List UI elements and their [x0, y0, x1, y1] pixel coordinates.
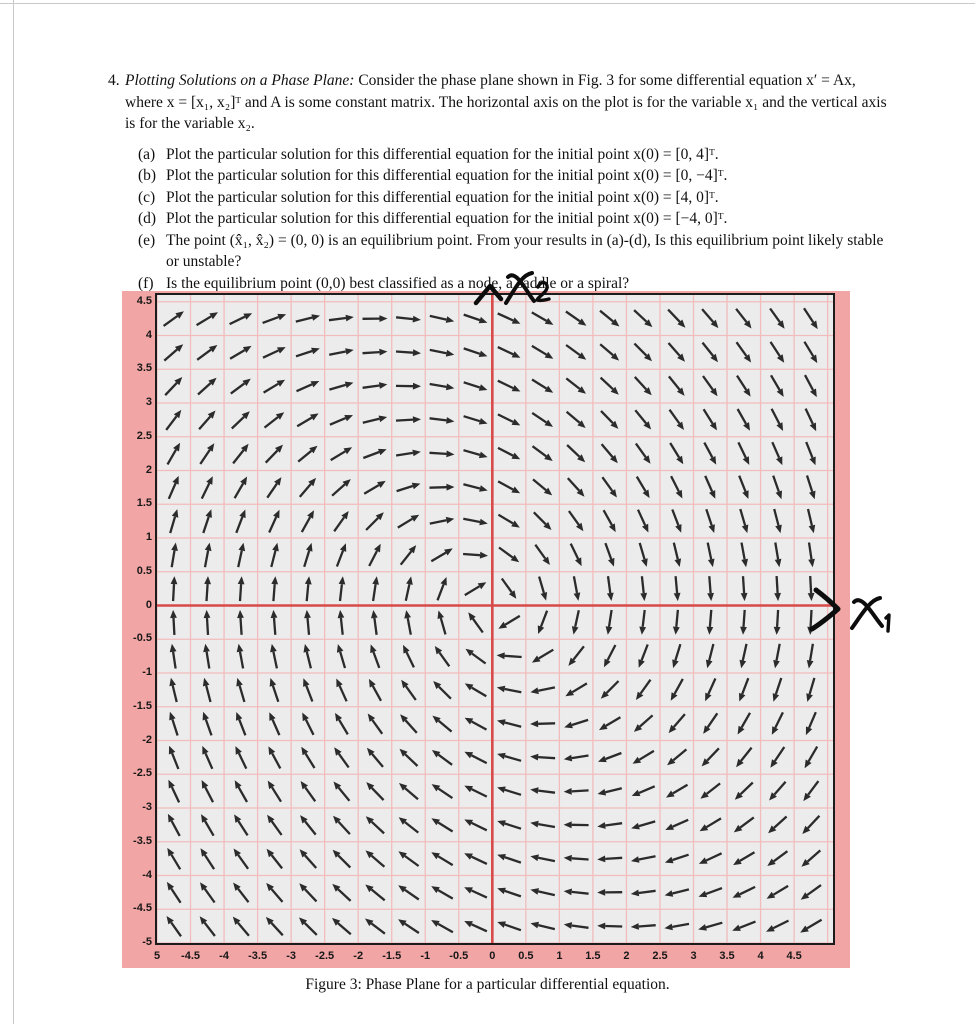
handwritten-subscript-2 [537, 283, 549, 301]
problem-item-b [138, 165, 894, 187]
y-tick-label: 3.5 [136, 362, 152, 375]
handwritten-x2-axis-annotation [468, 261, 568, 313]
problem-item-c [138, 187, 894, 209]
y-tick-label: -4.5 [133, 902, 152, 915]
problem-item-a [138, 144, 894, 166]
x-tick-label: -2 [353, 950, 364, 962]
x-tick-label: -2.5 [315, 950, 335, 962]
item-label: (a) [138, 145, 156, 163]
y-tick-label: -0.5 [133, 632, 152, 645]
y-tick-label: -2.5 [133, 767, 152, 780]
item-label: (b) [138, 167, 157, 184]
page-edge-line-left [13, 0, 14, 1024]
x-tick-label: 0 [489, 950, 496, 962]
x-tick-label: -4.5 [181, 950, 201, 962]
y-tick-label: -1.5 [133, 699, 152, 712]
problem-intro-text: Consider the phase plane shown in Fig. 3 for some differential equation x′ = Ax, where x = [x₁, x₂]ᵀ and A is some constant matrix. The horizontal axis on the plot is for the variable x₁ and the vertical axis is for the variable x₂. [125, 72, 887, 132]
y-tick-label: 0 [145, 598, 152, 611]
x-tick-label: -4 [219, 950, 229, 962]
figure-caption: Figure 3: Phase Plane for a particular differential equation. [305, 976, 670, 993]
item-label: (f) [138, 274, 154, 292]
page-edge-line-top [0, 3, 975, 4]
phase-plane-plot [155, 293, 835, 945]
problem-number: 4. [108, 72, 120, 89]
problem-title: Plotting Solutions on a Phase Plane: [125, 72, 355, 89]
x-tick-label: -0.5 [449, 950, 469, 962]
up-arrowhead-icon [476, 286, 501, 303]
handwritten-x1-axis-annotation [800, 578, 912, 642]
y-tick-label: -3.5 [133, 834, 152, 847]
x-tick-label: -3 [286, 950, 297, 962]
y-tick-label: -4 [142, 868, 152, 881]
x-tick-label: 2.5 [652, 950, 668, 962]
item-text: Plot the particular solution for this differential equation for the initial point x(0) = [−4, 0]ᵀ. [166, 210, 728, 227]
handwritten-subscript-1 [886, 615, 889, 631]
item-label: (e) [138, 231, 156, 249]
item-label: (c) [138, 188, 156, 206]
x-tick-label: 2 [623, 950, 630, 962]
x-tick-label: 0.5 [518, 950, 534, 962]
x-tick-label: 4 [757, 950, 764, 962]
y-tick-label: 3 [145, 396, 152, 408]
y-tick-label: 2.5 [136, 429, 152, 442]
y-tick-label: 1 [145, 531, 152, 543]
right-arrowhead-icon [812, 590, 838, 629]
y-tick-label: 0.5 [136, 564, 152, 577]
item-text: Plot the particular solution for this differential equation for the initial point x(0) = [4, 0]ᵀ. [166, 188, 719, 206]
problem-item-d [138, 208, 894, 230]
x-tick-label: 4.5 [786, 950, 802, 962]
y-tick-label: -3 [142, 801, 152, 813]
x-tick-label: -1.5 [382, 950, 402, 962]
x-tick-label: 5 [153, 950, 161, 962]
item-label: (d) [138, 210, 157, 227]
x-tick-label: -1 [420, 950, 431, 962]
y-tick-label: 4.5 [136, 294, 152, 307]
problem-heading [108, 70, 894, 135]
y-tick-label: -1 [142, 666, 152, 678]
x-tick-label: 3 [690, 950, 697, 962]
phase-plane-figure [122, 291, 850, 968]
y-tick-label: -2 [142, 733, 152, 746]
item-text: Plot the particular solution for this differential equation for the initial point x(0) = [0, 4]ᵀ. [166, 145, 719, 163]
quiver-vector-field [157, 295, 833, 943]
item-text: Plot the particular solution for this differential equation for the initial point x(0) = [0, −4]ᵀ. [166, 167, 728, 184]
item-text: The point (x̂₁, x̂₂) = (0, 0) is an equilibrium point. From your results in (a)-(d), Is this equilibrium point likely stable or unstable? [166, 231, 884, 270]
x-tick-label: 1 [556, 950, 563, 962]
y-tick-label: 4 [145, 328, 152, 341]
x-tick-label: 1.5 [585, 950, 601, 962]
x-tick-label: -3.5 [248, 950, 268, 962]
y-tick-label: -5 [142, 936, 152, 948]
y-tick-label: 2 [145, 463, 152, 476]
item-text: Is the equilibrium point (0,0) best classified as a node, a saddle or a spiral? [166, 274, 630, 292]
x-tick-label: 3.5 [719, 950, 735, 962]
y-tick-label: 1.5 [136, 497, 152, 510]
